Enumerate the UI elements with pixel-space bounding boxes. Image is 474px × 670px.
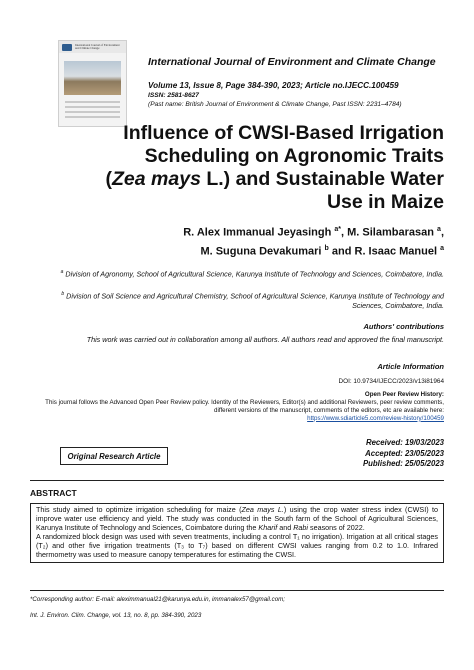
- author-4: and R. Isaac Manuel: [328, 245, 438, 258]
- author-line-2: [24, 241, 444, 260]
- journal-cover-image: [58, 40, 127, 127]
- title-line-3-rest: L.) and Sustainable Water: [200, 168, 444, 190]
- affiliation-b: [44, 290, 444, 310]
- abstract-text-1e: and: [277, 522, 294, 532]
- publisher-logo: [62, 44, 72, 51]
- author-1: R. Alex Immanual Jeyasingh: [183, 226, 332, 239]
- review-history-link[interactable]: https://www.sdiarticle5.com/review-history/100459: [307, 414, 444, 422]
- corresponding-author: *Corresponding author: E-mail: aleximmanual21@karunya.edu.in, immanalex57@gmail.com;: [30, 596, 286, 603]
- title-line-4: Use in Maize: [326, 191, 444, 213]
- volume-info: Volume 13, Issue 8, Page 384-390, 2023; Article no.IJECC.100459: [148, 81, 399, 90]
- abstract-season-kharif: Kharif: [258, 522, 278, 532]
- doi: DOI: 10.9734/IJECC/2023/v13i81964: [338, 378, 444, 385]
- abstract-text-1g: seasons of 2022.: [308, 522, 365, 532]
- affiliation-a: [44, 268, 444, 279]
- peer-review-heading: Open Peer Review History:: [364, 391, 444, 398]
- abstract-text-1c: ) using the crop water stress index (CWSI) to improve water use efficiency and yield. The study was conducted in the South farm of the School of Agricultural Sciences, Karunya Institute of Technology and Sciences, Coimbatore during the: [36, 505, 439, 532]
- author-sep: ,: [440, 226, 444, 239]
- affiliation-b-text: Division of Soil Science and Agricultural Chemistry, School of Agricultural Science, Karunya Institute of Technology and Sciences, Coimbatore, India.: [64, 291, 444, 310]
- cover-text-lines: [65, 101, 120, 121]
- citation-footer: Int. J. Environ. Clim. Change, vol. 13, no. 8, pp. 384-390, 2023: [30, 612, 202, 619]
- divider-rule: [30, 480, 444, 481]
- contributions-text: This work was carried out in collaboration among all authors. All authors read and approved the final manuscript.: [86, 335, 444, 344]
- author-2-sup: a: [437, 226, 441, 233]
- issn: ISSN: 2581-8627: [148, 92, 199, 99]
- author-line-1: [24, 222, 444, 241]
- author-2: , M. Silambarasan: [341, 226, 434, 239]
- abstract-paragraph-2: A randomized block design was used with seven treatments, including a control T₁ no irrigation). Irrigation at all critical stages (T₂) and other five irrigation treatments (T₃ to T₇) based on different CWSI values ranging from 0.2 to 1.0. Infrared thermometry was used to measure canopy temperatures for estimating the CWSI.: [36, 531, 438, 559]
- title-line-2: Scheduling on Agronomic Traits: [144, 145, 444, 167]
- paper-title: [64, 122, 444, 214]
- past-name: (Past name: British Journal of Environment & Climate Change, Past ISSN: 2231–4784): [148, 101, 402, 108]
- title-line-3: [64, 168, 444, 191]
- title-line-1: Influence of CWSI-Based Irrigation: [123, 122, 444, 144]
- abstract-paragraph-1: [36, 506, 438, 533]
- cover-photo: [64, 61, 121, 95]
- peer-review-text: [24, 399, 444, 422]
- author-3: M. Suguna Devakumari: [200, 245, 322, 258]
- affiliation-a-sup: a: [60, 269, 64, 275]
- published-date: Published: 25/05/2023: [362, 459, 444, 468]
- peer-review-description: This journal follows the Advanced Open Peer Review policy. Identity of the Reviewers, Editor(s) and additional Reviewers, peer review comments, different versions of the manuscript, comments of the editors, etc are available here:: [45, 399, 444, 414]
- author-3-sup: b: [324, 244, 329, 252]
- author-list: [24, 222, 444, 259]
- author-1-sup: a*: [334, 226, 342, 233]
- accepted-date: Accepted: 23/05/2023: [365, 448, 444, 458]
- footnote-rule: [30, 590, 444, 591]
- received-date: Received: 19/03/2023: [365, 438, 444, 447]
- abstract-text-1a: This study aimed to optimize irrigation scheduling for maize (: [36, 505, 242, 514]
- cover-journal-name: International Journal of Environment and Climate Change: [75, 43, 120, 51]
- contributions-heading: Authors' contributions: [363, 322, 444, 331]
- affiliation-b-sup: b: [61, 291, 65, 297]
- abstract-heading: ABSTRACT: [30, 488, 77, 498]
- article-type-box: Original Research Article: [60, 447, 168, 465]
- abstract-box: [30, 503, 444, 563]
- abstract-season-rabi: Rabi: [293, 522, 308, 532]
- author-4-sup: a: [440, 244, 444, 252]
- abstract-species: Zea mays L.: [241, 505, 284, 514]
- title-species: Zea mays: [112, 168, 201, 190]
- journal-title: International Journal of Environment and Climate Change: [148, 56, 436, 68]
- affiliation-a-text: Division of Agronomy, School of Agricultural Science, Karunya Institute of Technology and Sciences, Coimbatore, India.: [63, 269, 444, 279]
- title-paren: (: [105, 168, 113, 190]
- article-info-heading: Article Information: [377, 362, 444, 371]
- publication-dates: [363, 438, 444, 470]
